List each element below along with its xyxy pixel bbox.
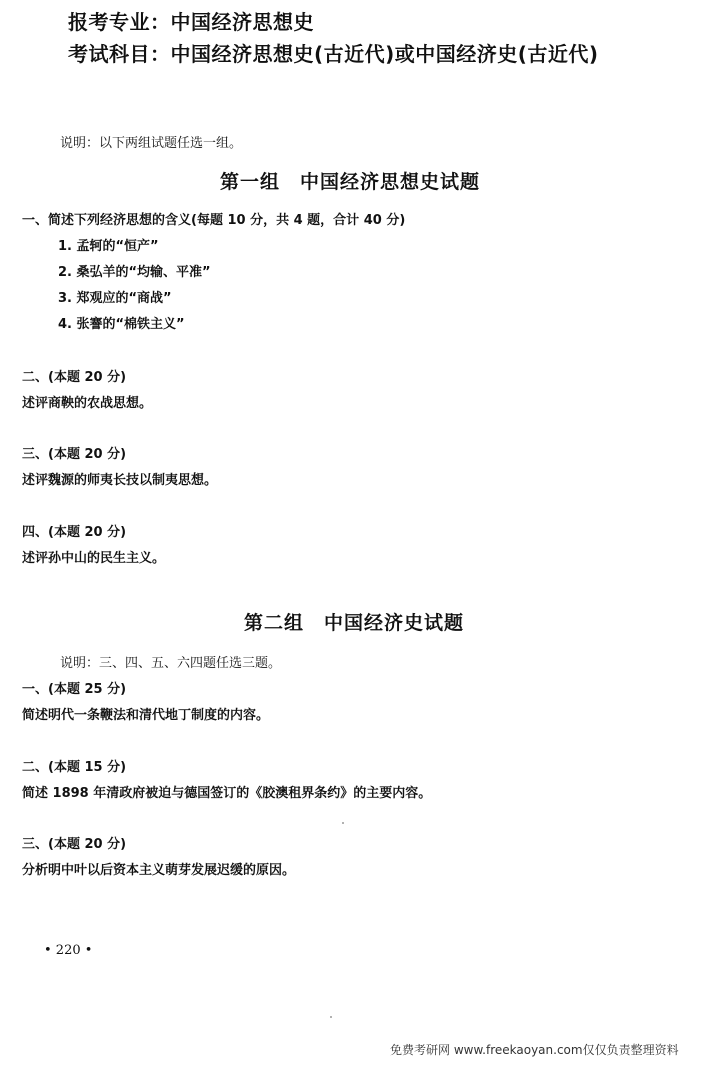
group2-question3-body: 分析明中叶以后资本主义萌芽发展迟缓的原因。 (22, 863, 296, 878)
scan-speck (330, 1016, 332, 1018)
group2-question2-head: 二、(本题 15 分) (22, 760, 127, 775)
instructions: 说明：以下两组试题任选一组。 (60, 136, 243, 151)
group1-question4-head: 四、(本题 20 分) (22, 525, 127, 540)
group1-title: 第一组 中国经济思想史试题 (220, 171, 481, 193)
group1-question1-item: 1. 孟轲的“恒产” (58, 239, 159, 254)
exam-major: 报考专业：中国经济思想史 (68, 10, 314, 34)
scan-speck (342, 822, 344, 824)
group2-question2-body: 简述 1898 年清政府被迫与德国签订的《胶澳租界条约》的主要内容。 (22, 786, 432, 801)
group1-question3-body: 述评魏源的师夷长技以制夷思想。 (22, 473, 218, 488)
group2-question1-body: 简述明代一条鞭法和清代地丁制度的内容。 (22, 708, 270, 723)
exam-subject: 考试科目：中国经济思想史(古近代)或中国经济史(古近代) (68, 42, 599, 66)
group1-question2-head: 二、(本题 20 分) (22, 370, 127, 385)
page-number: • 220 • (44, 943, 93, 958)
footer-watermark: 免费考研网 www.freekaoyan.com仅仅负责整理资料 (390, 1043, 679, 1057)
group1-question2-body: 述评商鞅的农战思想。 (22, 396, 153, 411)
group2-question3-head: 三、(本题 20 分) (22, 837, 127, 852)
group1-question3-head: 三、(本题 20 分) (22, 447, 127, 462)
group2-note: 说明：三、四、五、六四题任选三题。 (60, 656, 282, 671)
group1-question1-item: 3. 郑观应的“商战” (58, 291, 172, 306)
group2-title: 第二组 中国经济史试题 (244, 612, 465, 634)
group1-question1-head: 一、简述下列经济思想的含义(每题 10 分，共 4 题，合计 40 分) (22, 213, 406, 228)
group1-question4-body: 述评孙中山的民生主义。 (22, 551, 166, 566)
group2-question1-head: 一、(本题 25 分) (22, 682, 127, 697)
group1-question1-item: 4. 张謇的“棉铁主义” (58, 317, 185, 332)
group1-question1-item: 2. 桑弘羊的“均输、平准” (58, 265, 211, 280)
